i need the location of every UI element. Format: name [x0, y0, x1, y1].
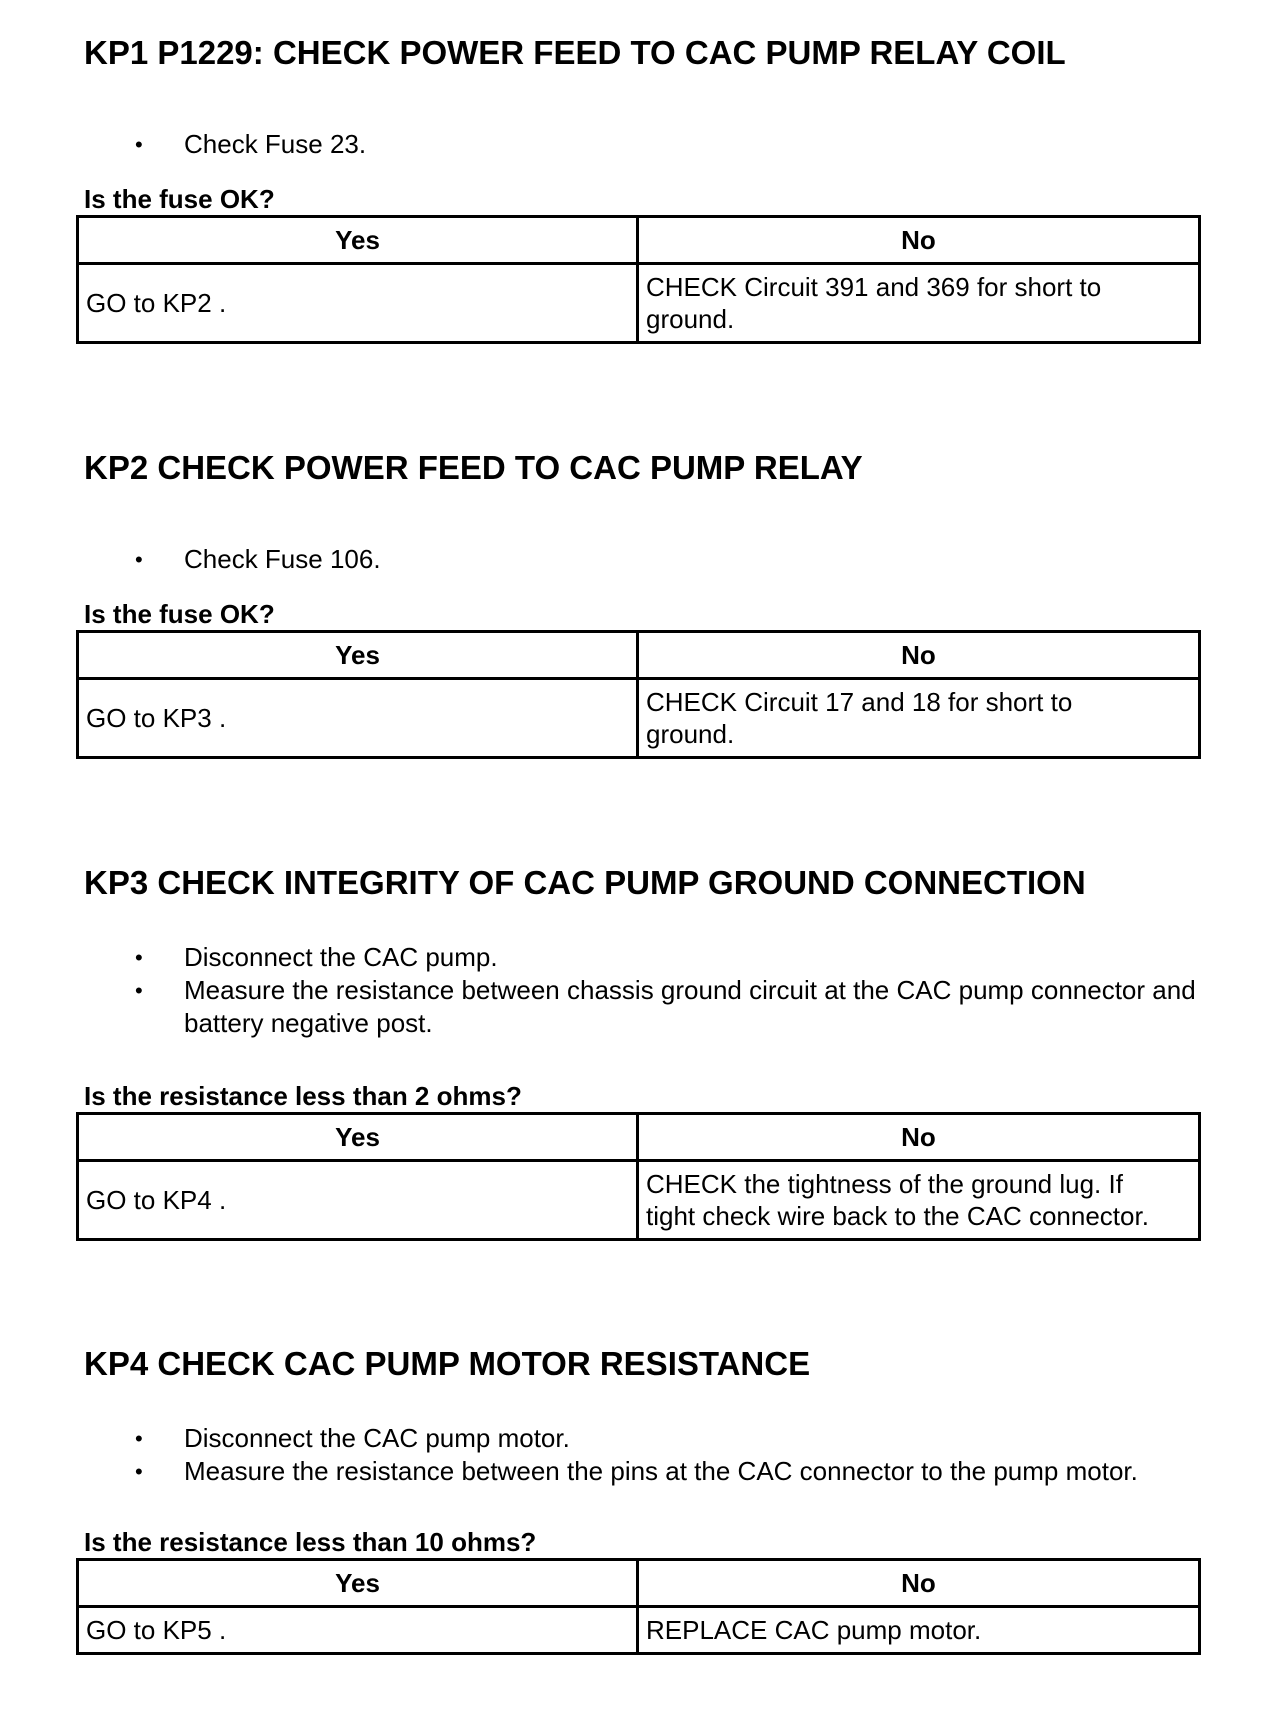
bullet-icon: • [135, 547, 143, 572]
list-item: • Check Fuse 106. [135, 544, 381, 574]
yes-header: Yes [78, 632, 638, 679]
no-action: CHECK Circuit 391 and 369 for short to ground. [638, 264, 1200, 343]
table-header-row [78, 1114, 1200, 1161]
table-header-row [78, 217, 1200, 264]
yes-header: Yes [78, 1560, 638, 1607]
bullet-list [0, 941, 1264, 1040]
bullet-icon: • [135, 1426, 143, 1451]
no-action: CHECK Circuit 17 and 18 for short to ground. [638, 679, 1200, 758]
decision-table [76, 1112, 1201, 1241]
yes-action: GO to KP5 . [78, 1607, 638, 1654]
section-title: KP2 CHECK POWER FEED TO CAC PUMP RELAY [84, 449, 863, 486]
bullet-list [0, 1422, 1264, 1488]
bullet-icon: • [135, 1459, 143, 1484]
yes-action: GO to KP3 . [78, 679, 638, 758]
table-header-row [78, 632, 1200, 679]
yes-action: GO to KP4 . [78, 1161, 638, 1240]
table-row [78, 1161, 1200, 1240]
no-header: No [638, 1560, 1200, 1607]
table-row [78, 679, 1200, 758]
section-title: KP4 CHECK CAC PUMP MOTOR RESISTANCE [84, 1345, 811, 1382]
list-item: • Check Fuse 23. [135, 129, 367, 159]
bullet-list [0, 543, 1264, 576]
bullet-icon: • [135, 132, 143, 157]
section-title: KP3 CHECK INTEGRITY OF CAC PUMP GROUND CONNECTION [84, 864, 1086, 901]
table-row [78, 1607, 1200, 1654]
bullet-icon: • [135, 978, 143, 1003]
section-title: KP1 P1229: CHECK POWER FEED TO CAC PUMP RELAY COIL [84, 34, 1066, 71]
no-action: CHECK the tightness of the ground lug. If tight check wire back to the CAC connector. [638, 1161, 1200, 1240]
yes-header: Yes [78, 1114, 638, 1161]
list-item: • Measure the resistance between the pins at the CAC connector to the pump motor. [135, 1456, 1138, 1486]
decision-table [76, 1558, 1201, 1655]
list-item: • Disconnect the CAC pump. [135, 942, 498, 972]
decision-table [76, 215, 1201, 344]
no-header: No [638, 632, 1200, 679]
yes-header: Yes [78, 217, 638, 264]
no-header: No [638, 217, 1200, 264]
bullet-list [0, 128, 1264, 161]
question-text: Is the resistance less than 10 ohms? [84, 1527, 537, 1557]
no-action: REPLACE CAC pump motor. [638, 1607, 1200, 1654]
list-item: • Disconnect the CAC pump motor. [135, 1423, 570, 1453]
question-text: Is the fuse OK? [84, 599, 275, 629]
table-row [78, 264, 1200, 343]
no-header: No [638, 1114, 1200, 1161]
yes-action: GO to KP2 . [78, 264, 638, 343]
bullet-icon: • [135, 945, 143, 970]
list-item: • Measure the resistance between chassis ground circuit at the CAC pump connector and battery negative post. [135, 975, 1196, 1038]
decision-table [76, 630, 1201, 759]
question-text: Is the resistance less than 2 ohms? [84, 1081, 522, 1111]
question-text: Is the fuse OK? [84, 184, 275, 214]
table-header-row [78, 1560, 1200, 1607]
